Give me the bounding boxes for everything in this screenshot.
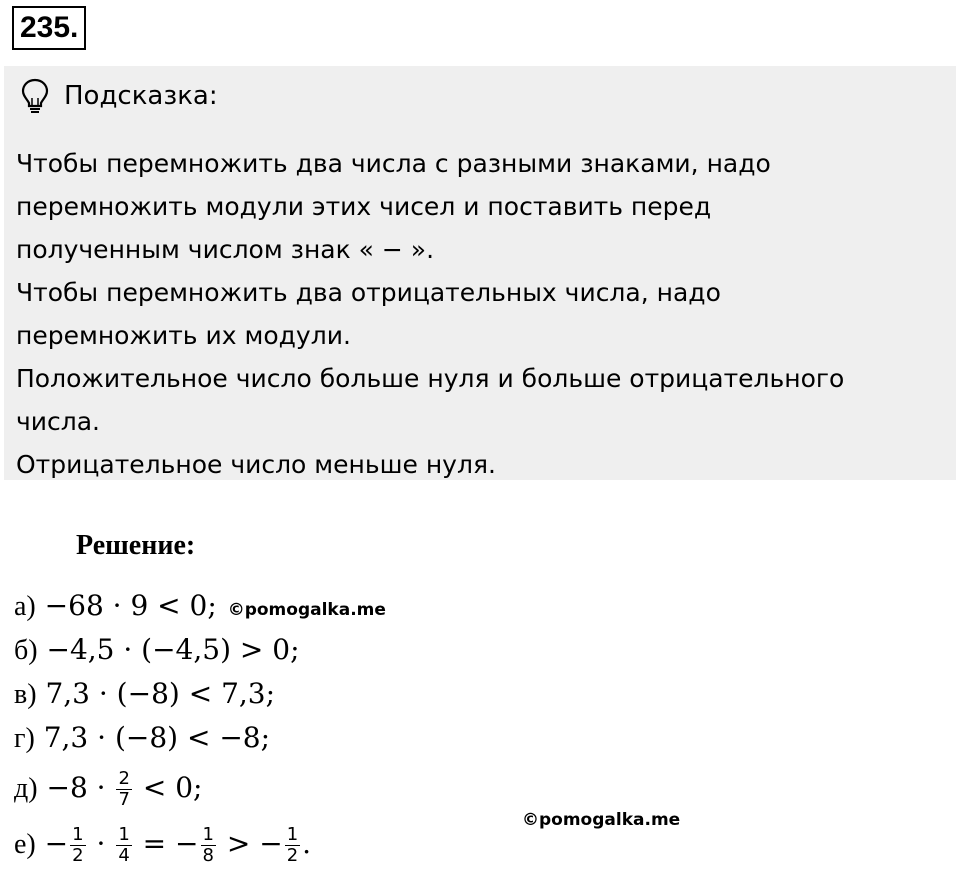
watermark: ©pomogalka.me xyxy=(522,810,681,830)
hint-line: Чтобы перемножить два отрицательных числа, надо xyxy=(16,278,721,307)
hint-line: перемножить модули этих чисел и поставить перед xyxy=(16,192,712,221)
solution-line-a xyxy=(14,584,386,628)
fraction xyxy=(116,825,131,866)
hint-line: перемножить их модули. xyxy=(16,321,351,350)
item-label: в) xyxy=(14,679,37,710)
hint-line: числа. xyxy=(16,407,101,436)
item-label: а) xyxy=(14,591,36,622)
denominator: 8 xyxy=(202,845,214,866)
denominator: 4 xyxy=(118,845,130,866)
solution-line-c xyxy=(14,672,386,716)
denominator: 2 xyxy=(286,845,299,866)
solution-line-f xyxy=(14,816,386,872)
hint-line: Чтобы перемножить два числа с разными знаками, надо xyxy=(16,149,771,178)
expression-part: −8 · xyxy=(46,771,106,804)
item-label: д) xyxy=(14,773,38,804)
hint-box xyxy=(4,66,956,480)
hint-line: Положительное число больше нуля и больше отрицательного xyxy=(16,364,845,393)
solution-line-e xyxy=(14,760,386,816)
expression-part: − xyxy=(44,827,69,860)
fraction xyxy=(285,825,300,866)
item-label: е) xyxy=(14,829,36,860)
expression: −68 · 9 < 0; xyxy=(44,589,217,622)
item-label: б) xyxy=(14,635,38,666)
hint-text xyxy=(16,142,844,486)
expression: −4,5 · (−4,5) > 0; xyxy=(46,633,300,666)
hint-title: Подсказка: xyxy=(64,81,218,111)
item-label: г) xyxy=(14,723,35,754)
solution-lines xyxy=(14,584,386,872)
problem-number: 235. xyxy=(12,6,86,50)
fraction xyxy=(116,769,131,810)
watermark-inline: ©pomogalka.me xyxy=(227,600,386,620)
hint-line: полученным числом знак « − ». xyxy=(16,235,435,264)
expression-part: < 0; xyxy=(142,771,203,804)
expression-part: · xyxy=(96,827,106,860)
denominator: 7 xyxy=(118,789,130,810)
numerator: 1 xyxy=(202,824,214,845)
expression: 7,3 · (−8) < −8; xyxy=(43,721,271,754)
denominator: 2 xyxy=(72,845,84,866)
numerator: 1 xyxy=(118,824,130,845)
numerator: 1 xyxy=(286,824,299,845)
hint-line: Отрицательное число меньше нуля. xyxy=(16,450,496,479)
expression: 7,3 · (−8) < 7,3; xyxy=(45,677,276,710)
fraction xyxy=(70,825,85,866)
solution-title: Решение: xyxy=(76,530,196,561)
expression-part: = − xyxy=(142,827,199,860)
numerator: 1 xyxy=(72,824,84,845)
expression-part: . xyxy=(302,827,312,860)
expression-part: > − xyxy=(226,827,283,860)
lightbulb-icon xyxy=(20,78,50,114)
numerator: 2 xyxy=(118,768,130,789)
solution-line-b xyxy=(14,628,386,672)
solution-line-d xyxy=(14,716,386,760)
fraction xyxy=(201,825,216,866)
